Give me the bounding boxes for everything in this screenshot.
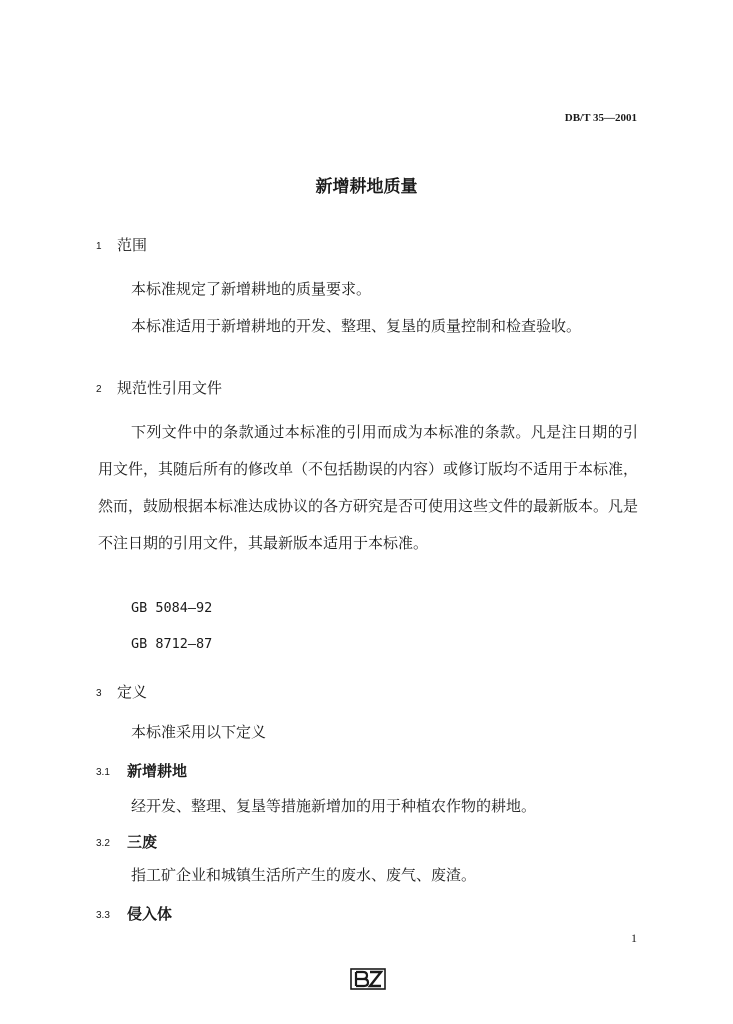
paragraph: 经开发、整理、复垦等措施新增加的用于种植农作物的耕地。 (131, 797, 537, 815)
section-number: 3 (96, 688, 102, 699)
section-title: 定义 (117, 683, 148, 701)
reference-item: GB 5084—92 (131, 600, 213, 616)
section-title: 规范性引用文件 (117, 379, 223, 397)
subsection-title: 三废 (127, 833, 158, 851)
section-title: 范围 (117, 236, 148, 254)
paragraph: 本标准规定了新增耕地的质量要求。 (131, 280, 372, 298)
section-number: 1 (96, 241, 102, 252)
paragraph: 本标准采用以下定义 (131, 723, 267, 741)
page-number: 1 (631, 931, 637, 945)
reference-item: GB 8712—87 (131, 636, 213, 652)
bz-logo-icon (350, 968, 386, 990)
paragraph: 下列文件中的条款通过本标准的引用而成为本标准的条款。凡是注日期的引用文件，其随后所有的修改单（不包括勘误的内容）或修订版均不适用于本标准，然而，鼓励根据本标准达成协议的各方研究是否可使用这些文件的最新版本。凡是不注日期的引用文件，其最新版本适用于本标准。 (98, 423, 639, 552)
subsection-title: 新增耕地 (127, 762, 188, 780)
subsection-number: 3.3 (96, 910, 110, 921)
subsection-number: 3.2 (96, 838, 110, 849)
paragraph: 指工矿企业和城镇生活所产生的废水、废气、废渣。 (131, 866, 477, 884)
subsection-number: 3.1 (96, 767, 110, 778)
section-number: 2 (96, 384, 102, 395)
paragraph: 本标准适用于新增耕地的开发、整理、复垦的质量控制和检查验收。 (131, 317, 582, 335)
page-title: 新增耕地质量 (315, 177, 418, 197)
subsection-title: 侵入体 (127, 905, 173, 923)
document-code: DB/T 35—2001 (564, 112, 637, 124)
